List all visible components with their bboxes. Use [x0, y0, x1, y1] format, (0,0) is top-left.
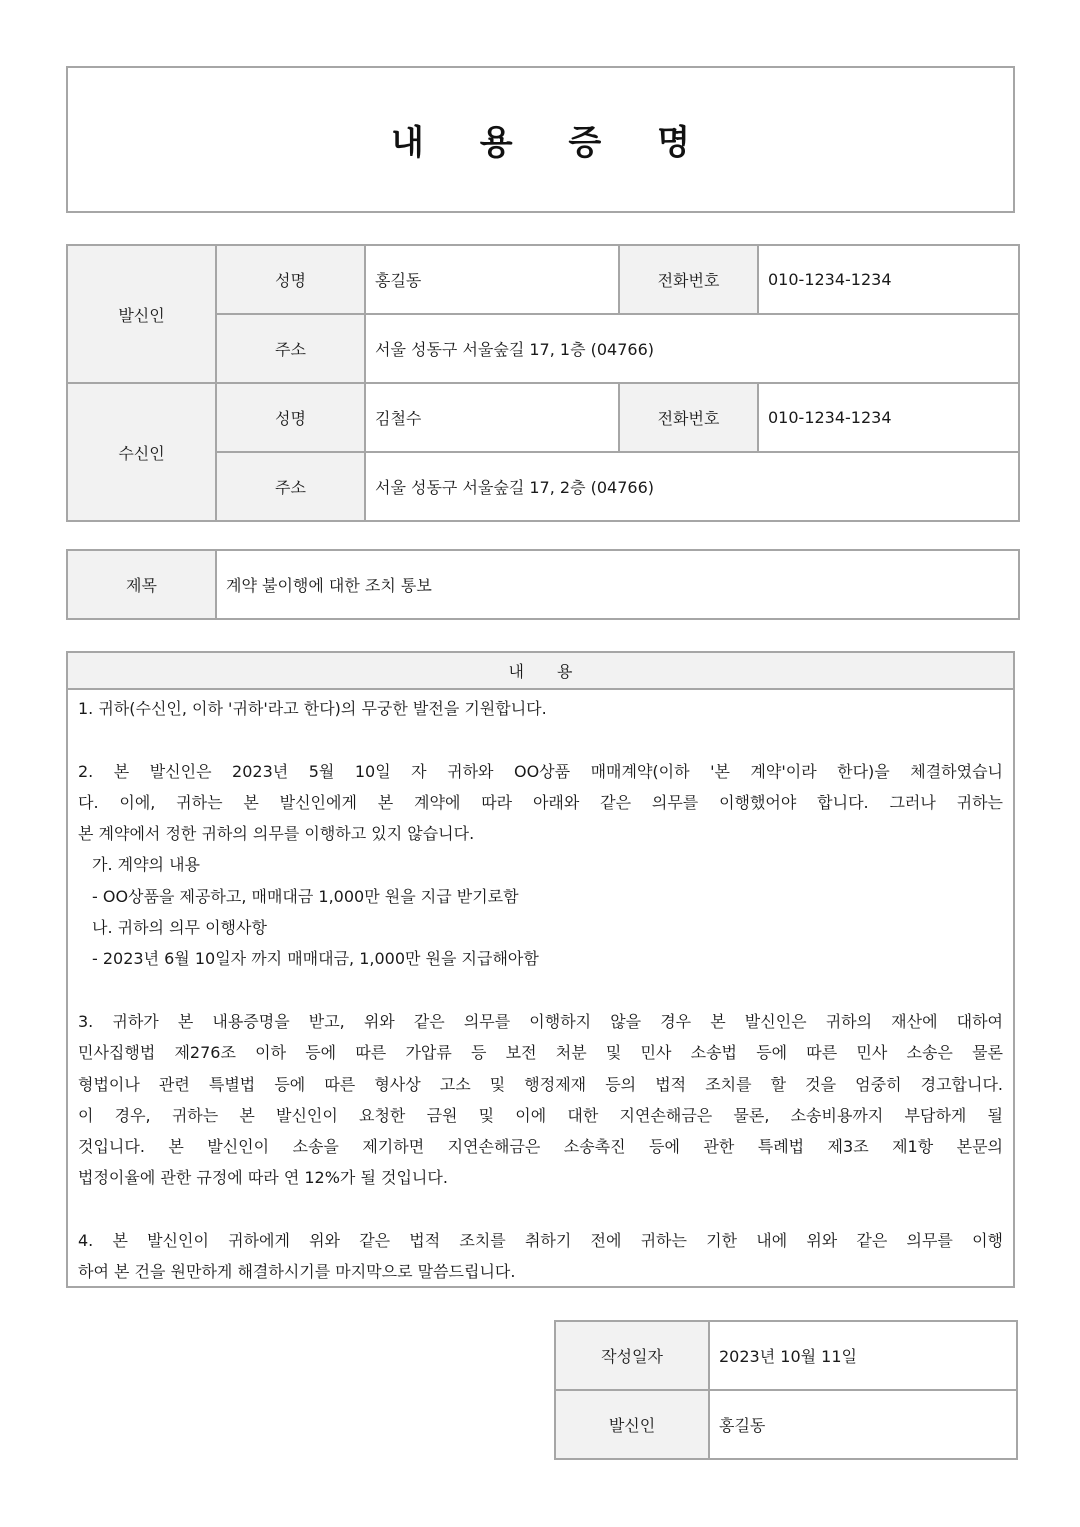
sender-address-label: 주소 [216, 314, 365, 383]
recipient-address: 서울 성동구 서울숲길 17, 2층 (04766) [365, 452, 1019, 521]
content-box [66, 651, 1015, 1288]
date-value: 2023년 10월 11일 [709, 1321, 1017, 1390]
subject-table [66, 549, 1020, 620]
list-item: 나. 귀하의 의무 이행사항 [92, 918, 267, 938]
paragraph-line: 형법이나 관련 특별법 등에 따른 형사상 고소 및 행정제재 등의 법적 조치를 할 것을 엄중히 경고합니다. [78, 1074, 1003, 1094]
title-box [66, 66, 1015, 213]
sender-name-row [67, 245, 1019, 314]
paragraph-line: 3. 귀하가 본 내용증명을 받고, 위와 같은 의무를 이행하지 않을 경우 본 발신인은 귀하의 재산에 대하여 [78, 1011, 1003, 1031]
paragraph-line: 하여 본 건을 원만하게 해결하시기를 마지막으로 말씀드립니다. [78, 1262, 516, 1282]
paragraph-line: 이 경우, 귀하는 본 발신인이 요청한 금원 및 이에 대한 지연손해금은 물론, 소송비용까지 부담하게 될 [78, 1105, 1003, 1125]
paragraph-line: 것입니다. 본 발신인이 소송을 제기하면 지연손해금은 소송촉진 등에 관한 특례법 제3조 제1항 본문의 [78, 1137, 1003, 1157]
paragraph-line: 2. 본 발신인은 2023년 5월 10일 자 귀하와 OO상품 매매계약(이하 '본 계약'이라 한다)을 체결하였습니 [78, 761, 1003, 781]
signature-sender-label: 발신인 [555, 1390, 709, 1459]
content-body [78, 693, 1003, 1288]
sender-address: 서울 성동구 서울숲길 17, 1층 (04766) [365, 314, 1019, 383]
paragraph-line: 1. 귀하(수신인, 이하 '귀하'라고 한다)의 무궁한 발전을 기원합니다. [78, 699, 547, 718]
recipient-name-label: 성명 [216, 383, 365, 452]
sender-name-label: 성명 [216, 245, 365, 314]
date-label: 작성일자 [555, 1321, 709, 1390]
subject-value: 계약 불이행에 대한 조치 통보 [216, 550, 1019, 619]
recipient-name-row [67, 383, 1019, 452]
paragraph-line: 법정이율에 관한 규정에 따라 연 12%가 될 것입니다. [78, 1168, 448, 1188]
blank-line [78, 1194, 1003, 1225]
list-item: - OO상품을 제공하고, 매매대금 1,000만 원을 지급 받기로함 [92, 886, 519, 906]
sender-role-label: 발신인 [67, 245, 216, 383]
sender-phone-label: 전화번호 [619, 245, 758, 314]
document-title: 내 용 증 명 [391, 123, 712, 163]
signature-sender-name: 홍길동 [709, 1390, 1017, 1459]
sender-phone: 010-1234-1234 [758, 245, 1019, 314]
paragraph-line: 4. 본 발신인이 귀하에게 위와 같은 법적 조치를 취하기 전에 귀하는 기한 내에 위와 같은 의무를 이행 [78, 1231, 1003, 1251]
blank-line [78, 724, 1003, 755]
recipient-name: 김철수 [365, 383, 619, 452]
paragraph-line: 본 계약에서 정한 귀하의 의무를 이행하고 있지 않습니다. [78, 824, 475, 844]
subject-label: 제목 [67, 550, 216, 619]
recipient-role-label: 수신인 [67, 383, 216, 521]
signature-table [554, 1320, 1018, 1460]
blank-line [78, 975, 1003, 1006]
recipient-phone: 010-1234-1234 [758, 383, 1019, 452]
content-heading: 내 용 [68, 653, 1013, 690]
parties-table [66, 244, 1020, 522]
recipient-address-label: 주소 [216, 452, 365, 521]
list-item: 가. 계약의 내용 [92, 855, 200, 875]
recipient-phone-label: 전화번호 [619, 383, 758, 452]
paragraph-line: 민사집행법 제276조 이하 등에 따른 가압류 등 보전 처분 및 민사 소송법 등에 따른 민사 소송은 물론 [78, 1043, 1003, 1063]
list-item: - 2023년 6월 10일자 까지 매매대금, 1,000만 원을 지급해아함 [92, 949, 539, 969]
paragraph-line: 다. 이에, 귀하는 본 발신인에게 본 계약에 따라 아래와 같은 의무를 이행했어야 합니다. 그러나 귀하는 [78, 792, 1003, 812]
sender-name: 홍길동 [365, 245, 619, 314]
